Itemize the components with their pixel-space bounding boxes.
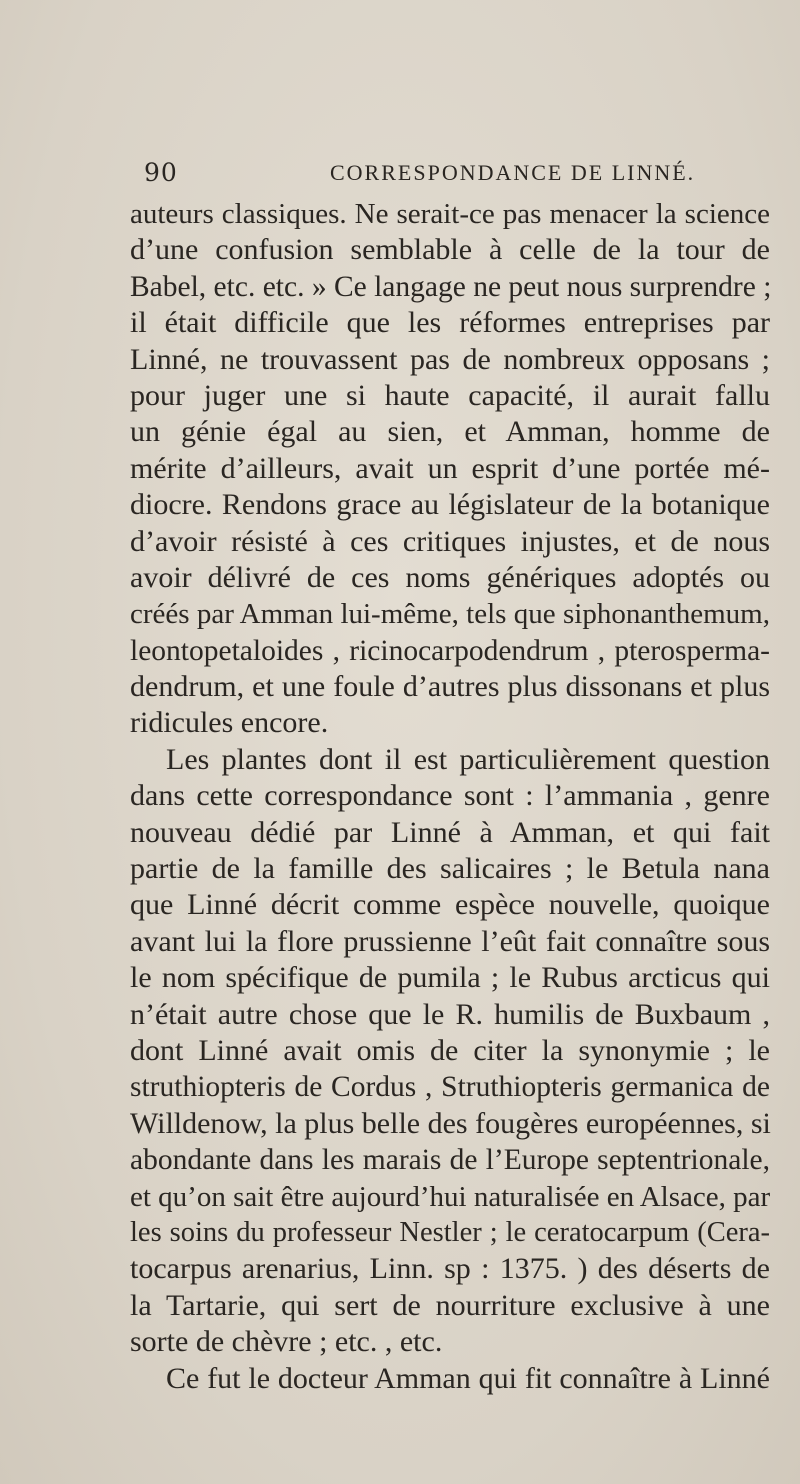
- text-line: Les plantes dont il est particulièrement question: [166, 742, 770, 776]
- text-line: dendrum, et une foule d’autres plus dissonans et plus: [130, 670, 770, 704]
- text-line: les soins du professeur Nestler ; le ceratocarpum (Cera-: [130, 1216, 770, 1248]
- text-line: nouveau dédié par Linné à Amman, et qui fait: [130, 815, 770, 849]
- text-line: et qu’on sait être aujourd’hui naturalisée en Alsace, par: [130, 1180, 771, 1213]
- text-line: abondante dans les marais de l’Europe septentrionale,: [130, 1144, 770, 1177]
- text-line: sorte de chèvre ; etc. , etc.: [130, 1325, 443, 1359]
- text-line: Willdenow, la plus belle des fougères européennes, si: [130, 1106, 771, 1140]
- text-line: n’était autre chose que le R. humilis de Buxbaum ,: [130, 997, 770, 1031]
- text-line: créés par Amman lui-même, tels que siphonanthemum,: [130, 598, 770, 631]
- text-line: dont Linné avait omis de citer la synonymie ; le: [130, 1033, 770, 1067]
- text-line: Ce fut le docteur Amman qui fit connaître à Linné: [166, 1361, 770, 1395]
- text-line: avant lui la flore prussienne l’eût fait connaître sous: [130, 924, 770, 958]
- text-line: Linné, ne trouvassent pas de nombreux opposans ;: [130, 342, 770, 376]
- text-line: pour juger une si haute capacité, il aurait fallu: [130, 378, 770, 412]
- text-line: il était difficile que les réformes entreprises par: [130, 306, 770, 340]
- page-number: 90: [144, 158, 178, 187]
- text-line: avoir délivré de ces noms génériques adoptés ou: [130, 560, 770, 594]
- text-line: tocarpus arenarius, Linn. sp : 1375. ) des déserts de: [130, 1252, 770, 1286]
- text-line: Babel, etc. etc. » Ce langage ne peut nous surprendre ;: [130, 270, 772, 303]
- running-title: CORRESPONDANCE DE LINNÉ.: [330, 160, 696, 185]
- text-line: partie de la famille des salicaires ; le Betula nana: [130, 852, 770, 886]
- text-line: que Linné décrit comme espèce nouvelle, quoique: [130, 888, 770, 922]
- text-line: d’une confusion semblable à celle de la tour de: [130, 233, 770, 267]
- body-text: [130, 196, 770, 1397]
- text-line: le nom spécifique de pumila ; le Rubus arcticus qui: [130, 961, 770, 995]
- text-line: d’avoir résisté à ces critiques injustes, et de nous: [130, 524, 770, 558]
- text-line: un génie égal au sien, et Amman, homme de: [130, 415, 770, 449]
- text-line: diocre. Rendons grace au législateur de la botanique: [130, 488, 770, 522]
- text-line: ridicules encore.: [130, 706, 329, 740]
- text-line: leontopetaloides , ricinocarpodendrum , pterosperma-: [130, 634, 770, 667]
- text-line: dans cette correspondance sont : l’ammania , genre: [130, 779, 770, 813]
- text-line: struthiopteris de Cordus , Struthiopteris germanica de: [130, 1071, 770, 1104]
- running-head: [144, 158, 764, 188]
- text-line: auteurs classiques. Ne serait-ce pas menacer la science: [130, 198, 770, 230]
- text-line: mérite d’ailleurs, avait un esprit d’une portée mé-: [130, 451, 770, 485]
- text-line: la Tartarie, qui sert de nourriture exclusive à une: [130, 1288, 770, 1322]
